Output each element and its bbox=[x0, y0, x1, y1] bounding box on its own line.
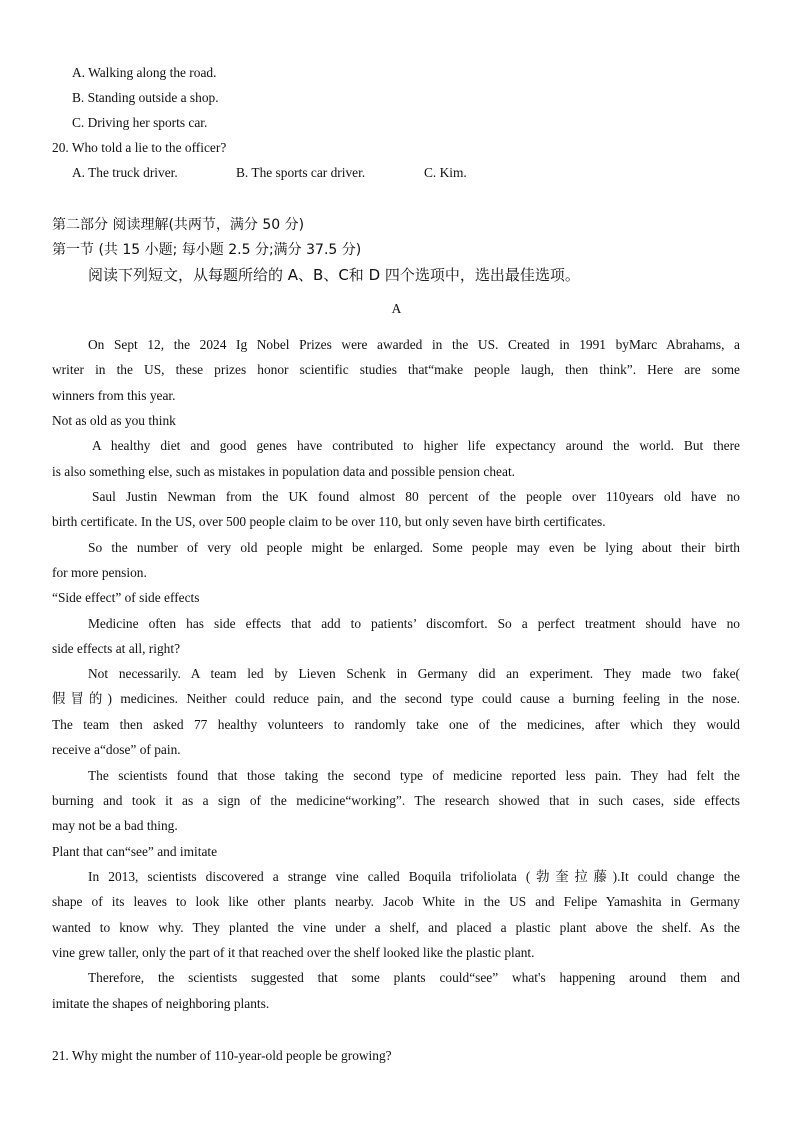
q20-option-a: A. The truck driver. bbox=[72, 165, 178, 180]
passage-line: Not necessarily. A team led by Lieven Schenk in Germany did an experiment. They made two fake( bbox=[88, 666, 740, 681]
passage-label: A bbox=[391, 301, 402, 316]
section1-heading: 第一节 (共 15 小题; 每小题 2.5 分;满分 37.5 分) bbox=[52, 242, 362, 258]
q19-option-c: C. Driving her sports car. bbox=[72, 115, 208, 130]
passage-line: 假冒的) medicines. Neither could reduce pain, and the second type could cause a burning feeling in the nose. bbox=[52, 691, 740, 706]
passage-line: The scientists found that those taking the second type of medicine reported less pain. They had felt the bbox=[88, 768, 740, 783]
passage-line: Medicine often has side effects that add to patients’ discomfort. So a perfect treatment should have no bbox=[88, 616, 740, 631]
passage-line: On Sept 12, the 2024 Ig Nobel Prizes were awarded in the US. Created in 1991 byMarc Abrahams, a bbox=[88, 337, 740, 352]
q20-stem: 20. Who told a lie to the officer? bbox=[52, 140, 227, 155]
q19-option-b: B. Standing outside a shop. bbox=[72, 90, 219, 105]
q21-stem: 21. Why might the number of 110-year-old people be growing? bbox=[52, 1048, 392, 1063]
passage-line: In 2013, scientists discovered a strange vine called Boquila trifoliolata (勃奎拉藤).It could change the bbox=[88, 869, 740, 884]
passage-line: Saul Justin Newman from the UK found almost 80 percent of the people over 110years old have no bbox=[92, 489, 740, 504]
passage-line: may not be a bad thing. bbox=[52, 818, 178, 833]
passage-line: receive a“dose” of pain. bbox=[52, 742, 181, 757]
part2-title: 第二部分 阅读理解(共两节，满分 50 分) bbox=[52, 217, 305, 233]
passage-line: winners from this year. bbox=[52, 388, 176, 403]
passage-line: birth certificate. In the US, over 500 people claim to be over 110, but only seven have birth certificates. bbox=[52, 514, 606, 529]
q20-option-c: C. Kim. bbox=[424, 165, 467, 180]
q20-option-b: B. The sports car driver. bbox=[236, 165, 366, 180]
passage-line: shape of its leaves to look like other plants nearby. Jacob White in the US and Felipe Yamashita in Germany bbox=[52, 894, 740, 909]
passage-line: writer in the US, these prizes honor scientific studies that“make people laugh, then think”. Here are some bbox=[52, 362, 740, 377]
reading-instruction: 阅读下列短文，从每题所给的 A、B、C和 D 四个选项中，选出最佳选项。 bbox=[88, 266, 580, 284]
passage-line: A healthy diet and good genes have contributed to higher life expectancy around the world. But there bbox=[92, 438, 740, 453]
passage-line: The team then asked 77 healthy volunteers to randomly take one of the medicines, after which they would bbox=[52, 717, 740, 732]
passage-line: So the number of very old people might be enlarged. Some people may even be lying about their birth bbox=[88, 540, 740, 555]
passage-line: Therefore, the scientists suggested that some plants could“see” what's happening around them and bbox=[88, 970, 740, 985]
subheading-not-as-old: Not as old as you think bbox=[52, 413, 176, 428]
passage-line: for more pension. bbox=[52, 565, 147, 580]
passage-line: wanted to know why. They planted the vine under a shelf, and placed a plastic plant above the shelf. As the bbox=[52, 920, 740, 935]
q19-option-a: A. Walking along the road. bbox=[72, 65, 217, 80]
passage-line: is also something else, such as mistakes in population data and possible pension cheat. bbox=[52, 464, 516, 479]
passage-line: imitate the shapes of neighboring plants. bbox=[52, 996, 270, 1011]
passage-line: burning and took it as a sign of the medicine“working”. The research showed that in such cases, side effects bbox=[52, 793, 740, 808]
passage-line: vine grew taller, only the part of it that reached over the shelf looked like the plastic plant. bbox=[52, 945, 535, 960]
passage-line: side effects at all, right? bbox=[52, 641, 181, 656]
subheading-side-effect: “Side effect” of side effects bbox=[52, 590, 200, 605]
subheading-plant: Plant that can“see” and imitate bbox=[52, 844, 218, 859]
